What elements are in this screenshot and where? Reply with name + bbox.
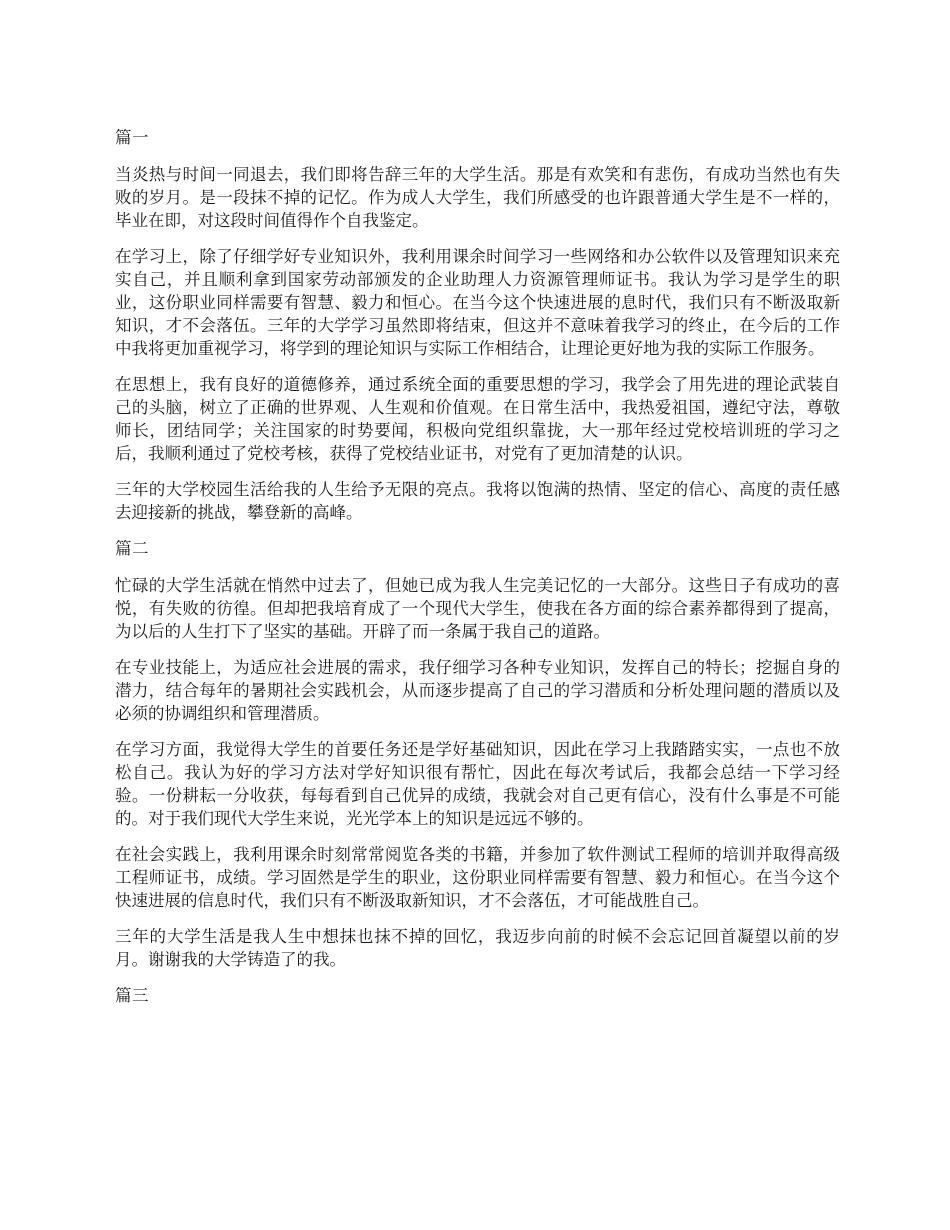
section-title: 篇二 <box>115 539 149 558</box>
section-1 <box>115 126 840 524</box>
section-3 <box>115 984 840 1007</box>
paragraph: 当炎热与时间一同退去，我们即将告辞三年的大学生活。那是有欢笑和有悲伤，有成功当然也有失败的岁月。是一段抹不掉的记忆。作为成人大学生，我们所感受的也许跟普通大学生是不一样的，毕业在即，对这段时间值得作个自我鉴定。 <box>115 165 840 230</box>
paragraph: 在学习上，除了仔细学好专业知识外，我利用课余时间学习一些网络和办公软件以及管理知识来充实自己，并且顺利拿到国家劳动部颁发的企业助理人力资源管理师证书。我认为学习是学生的职业，这份职业同样需要有智慧、毅力和恒心。在当今这个快速进展的息时代，我们只有不断汲取新知识，才不会落伍。三年的大学学习虽然即将结束，但这并不意味着我学习的终止，在今后的工作中我将更加重视学习，将学到的理论知识与实际工作相结合，让理论更好地为我的实际工作服务。 <box>115 247 840 358</box>
paragraph: 在社会实践上，我利用课余时刻常常阅览各类的书籍，并参加了软件测试工程师的培训并取得高级工程师证书，成绩。学习固然是学生的职业，这份职业同样需要有智慧、毅力和恒心。在当今这个快速进展的信息时代，我们只有不断汲取新知识，才不会落伍，才可能战胜自己。 <box>115 845 840 910</box>
section-title: 篇一 <box>115 128 149 147</box>
section-title: 篇三 <box>115 986 149 1005</box>
paragraph: 在思想上，我有良好的道德修养，通过系统全面的重要思想的学习，我学会了用先进的理论武装自己的头脑，树立了正确的世界观、人生观和价值观。在日常生活中，我热爱祖国，遵纪守法，尊敬师长，团结同学；关注国家的时势要闻，积极向党组织靠拢，大一那年经过党校培训班的学习之后，我顺利通过了党校考核，获得了党校结业证书，对党有了更加清楚的认识。 <box>115 375 840 463</box>
document-body <box>115 126 840 1021</box>
section-2 <box>115 537 840 971</box>
paragraph: 三年的大学生活是我人生中想抹也抹不掉的回忆，我迈步向前的时候不会忘记回首凝望以前的岁月。谢谢我的大学铸造了的我。 <box>115 927 840 969</box>
paragraph: 忙碌的大学生活就在悄然中过去了，但她已成为我人生完美记忆的一大部分。这些日子有成功的喜悦，有失败的彷徨。但却把我培育成了一个现代大学生，使我在各方面的综合素养都得到了提高，为以后的人生打下了坚实的基础。开辟了而一条属于我自己的道路。 <box>115 576 840 641</box>
paragraph: 三年的大学校园生活给我的人生给予无限的亮点。我将以饱满的热情、坚定的信心、高度的责任感去迎接新的挑战，攀登新的高峰。 <box>115 480 840 522</box>
paragraph: 在专业技能上，为适应社会进展的需求，我仔细学习各种专业知识，发挥自己的特长；挖掘自身的潜力，结合每年的暑期社会实践机会，从而逐步提高了自己的学习潜质和分析处理问题的潜质以及必须的协调组织和管理潜质。 <box>115 658 840 723</box>
paragraph: 在学习方面，我觉得大学生的首要任务还是学好基础知识，因此在学习上我踏踏实实，一点也不放松自己。我认为好的学习方法对学好知识很有帮忙，因此在每次考试后，我都会总结一下学习经验。一份耕耘一分收获，每每看到自己优异的成绩，我就会对自己更有信心，没有什么事是不可能的。对于我们现代大学生来说，光光学本上的知识是远远不够的。 <box>115 740 840 828</box>
